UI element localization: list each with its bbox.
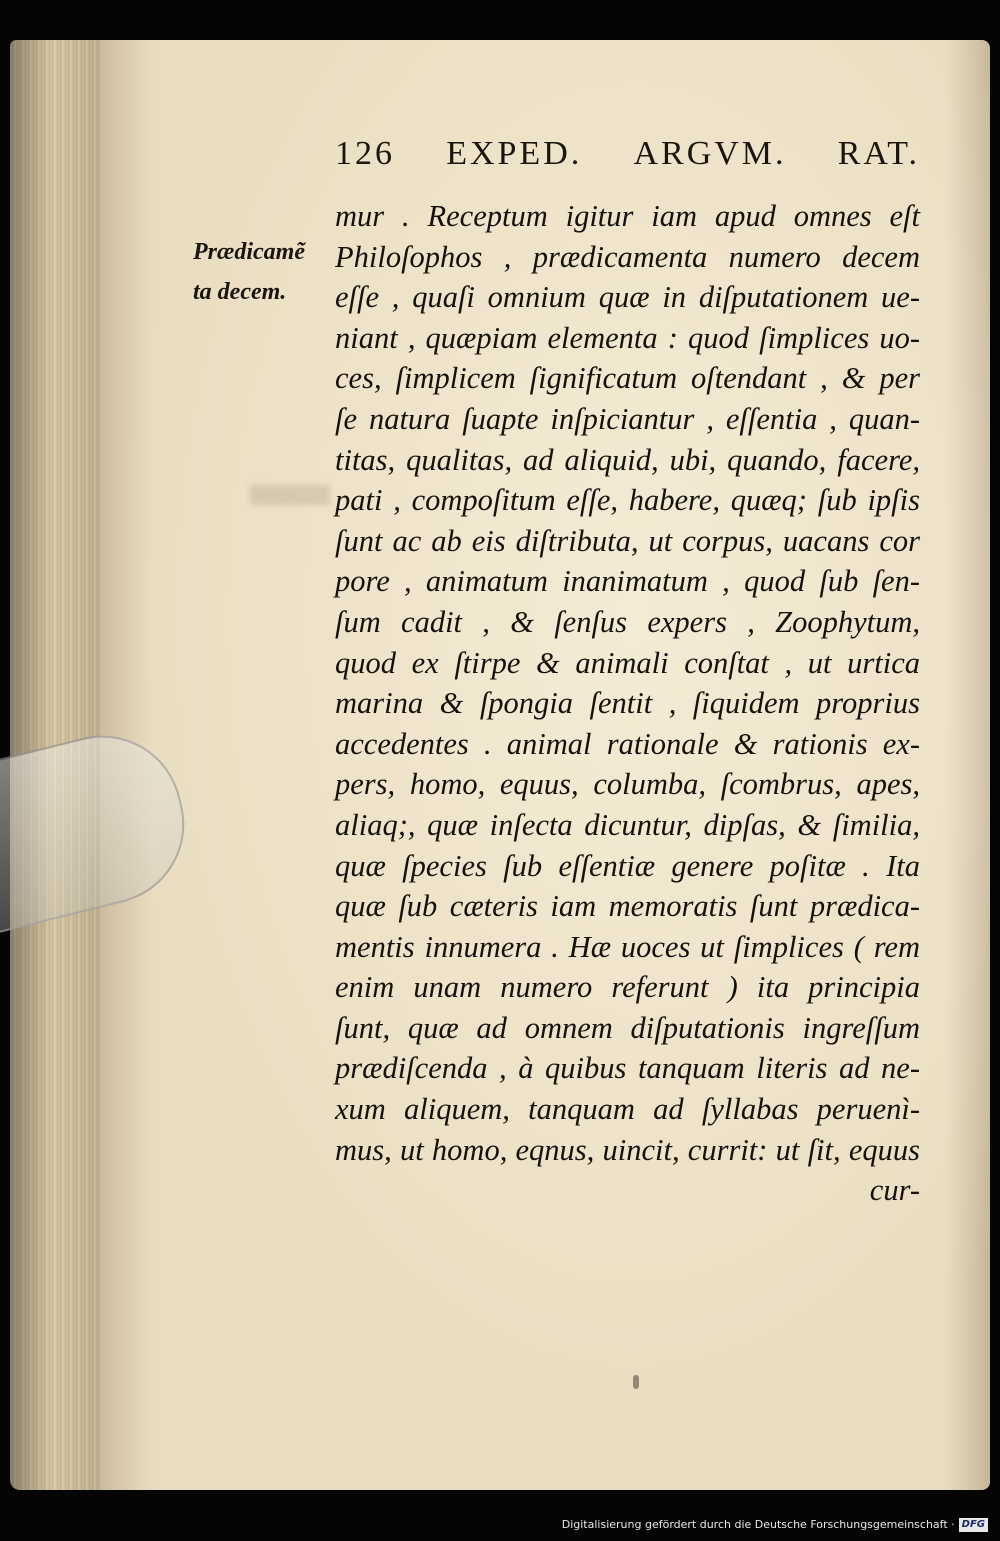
text-line: mus, ut homo, eqnus, uincit, currit: ut ſit, equus: [335, 1132, 920, 1167]
text-line: ſunt ac ab eis diſtributa, ut corpus, uacans cor: [335, 523, 920, 558]
margin-note: [193, 232, 333, 312]
text-line: xum aliquem, tanquam ad ſyllabas peruenì-: [335, 1092, 920, 1127]
running-header: [335, 135, 920, 185]
text-line: ces, ſimplicem ſignificatum oſtendant , & per: [335, 361, 920, 396]
text-line: ſunt, quæ ad omnem diſputationis ingreſſum: [335, 1010, 920, 1045]
body-text: [335, 196, 920, 1211]
margin-note-line: Prædicamẽ: [193, 239, 305, 265]
text-line: aliaq;, quæ inſecta dicuntur, dipſas, & ſimilia,: [335, 807, 920, 842]
text-line: marina & ſpongia ſentit , ſiquidem proprius: [335, 686, 920, 721]
text-line: pati , compoſitum eſſe, habere, quæq; ſub ipſis: [335, 483, 920, 518]
running-title-part: RAT.: [837, 135, 920, 172]
footer-credit: Digitalisierung gefördert durch die Deutsche Forschungsgemeinschaft ·: [561, 1518, 955, 1531]
ink-bleed: [250, 485, 330, 505]
text-line: quod ex ſtirpe & animali conſtat , ut urtica: [335, 645, 920, 680]
text-line: mur . Receptum igitur iam apud omnes eſt: [335, 199, 920, 233]
text-line: pers, homo, equus, columba, ſcombrus, apes,: [335, 767, 920, 802]
text-line: mentis innumera . Hæ uoces ut ſimplices ( rem: [335, 929, 920, 964]
text-line: pore , animatum inanimatum , quod ſub ſen-: [335, 564, 920, 599]
text-line: ſe natura ſuapte inſpiciantur , eſſentia , quan-: [335, 401, 920, 436]
text-line: prædiſcenda , à quibus tanquam literis ad ne-: [335, 1051, 920, 1086]
margin-note-line: ta decem.: [193, 279, 287, 305]
ink-smudge: [633, 1375, 639, 1389]
digitization-footer: [0, 1508, 1000, 1541]
text-line: enim unam numero referunt ) ita principia: [335, 970, 920, 1005]
text-line: accedentes . animal rationale & rationis ex-: [335, 726, 920, 761]
page-number: 126: [335, 135, 395, 172]
text-line: Philoſophos , prædicamenta numero decem: [335, 239, 920, 274]
catchword: cur-: [869, 1173, 920, 1208]
text-line: quæ ſub cæteris iam memoratis ſunt prædica-: [335, 889, 920, 924]
text-line: titas, qualitas, ad aliquid, ubi, quando, facere,: [335, 442, 920, 477]
text-line: niant , quæpiam elementa : quod ſimplices uo-: [335, 320, 920, 355]
text-line: ſum cadit , & ſenſus expers , Zoophytum,: [335, 604, 920, 639]
running-title-part: EXPED.: [446, 135, 583, 172]
text-line: eſſe , quaſi omnium quæ in diſputationem ue-: [335, 280, 920, 315]
text-line: quæ ſpecies ſub eſſentiæ genere poſitæ . Ita: [335, 848, 920, 883]
running-title-part: ARGVM.: [633, 135, 787, 172]
dfg-logo-icon: DFG: [959, 1518, 988, 1532]
